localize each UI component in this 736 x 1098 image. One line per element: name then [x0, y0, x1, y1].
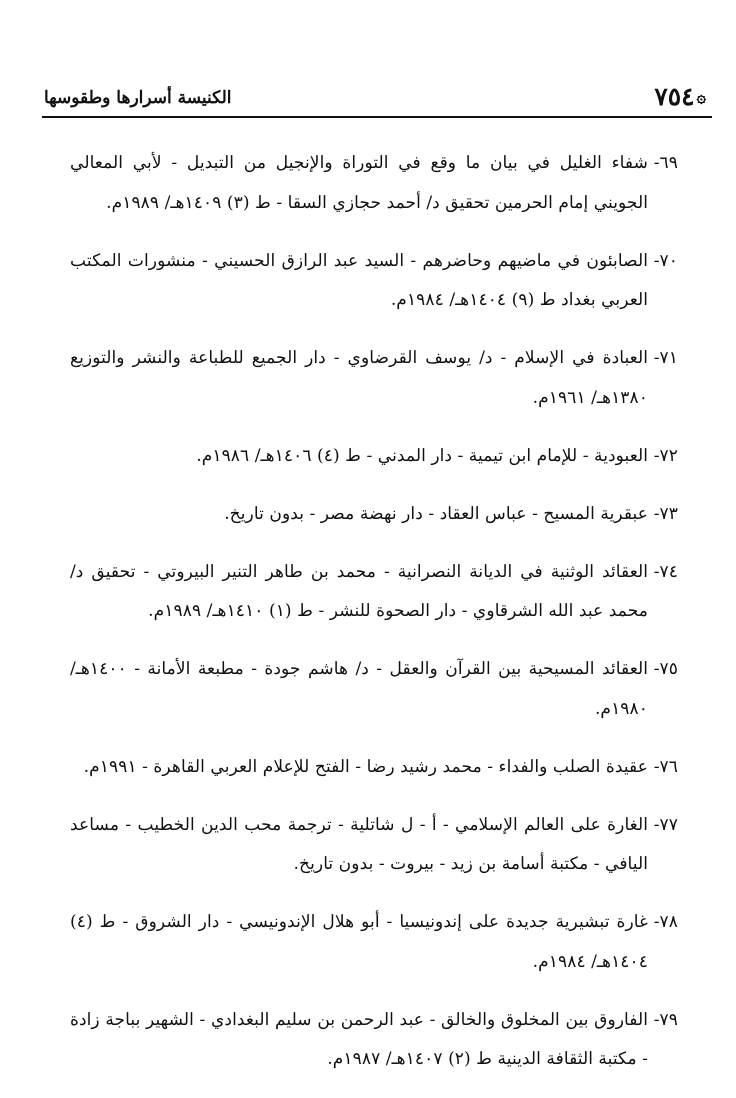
bibliography-entry — [70, 903, 678, 982]
entry-text: عقيدة الصلب والفداء - محمد رشيد رضا - الفتح للإعلام العربي القاهرة - ١٩٩١م. — [83, 756, 648, 777]
running-title: الكنيسة أسرارها وطقوسها — [44, 88, 232, 108]
entry-number: ٧٢- — [653, 445, 678, 466]
entry-text: الغارة على العالم الإسلامي - أ - ل شاتلية - ترجمة محب الدين الخطيب - مساعد اليافي - مكتبة أسامة بن زيد - بيروت - بدون تاريخ. — [70, 814, 648, 874]
entry-text: غارة تبشيرية جديدة على إندونيسيا - أبو هلال الإندونيسي - دار الشروق - ط (٤) ١٤٠٤هـ/ ١٩٨٤م. — [70, 912, 648, 972]
entry-number: ٧٦- — [653, 756, 678, 777]
bibliography-entry — [70, 437, 678, 477]
header-divider — [42, 116, 712, 118]
entry-text: عبقرية المسيح - عباس العقاد - دار نهضة مصر - بدون تاريخ. — [224, 503, 648, 524]
entry-text: الفاروق بين المخلوق والخالق - عبد الرحمن بن سليم البغدادي - الشهير بباجة زادة - مكتبة الثقافة الدينية ط (٢) ١٤٠٧هـ/ ١٩٨٧م. — [70, 1009, 648, 1069]
entry-number: ٧٣- — [653, 503, 678, 524]
entry-text: الصابئون في ماضيهم وحاضرهم - السيد عبد الرازق الحسيني - منشورات المكتب العربي بغداد ط (٩) ١٤٠٤هـ/ ١٩٨٤م. — [70, 250, 648, 310]
bibliography-entry — [70, 806, 678, 885]
entry-number: ٧٧- — [653, 814, 678, 835]
entry-number: ٧٠- — [653, 250, 678, 271]
bibliography-entry — [70, 339, 678, 418]
entry-number: ٧٤- — [653, 561, 678, 582]
entry-number: ٧١- — [653, 348, 678, 368]
bibliography-entry — [70, 495, 678, 535]
entry-number: ٦٩- — [653, 153, 678, 173]
page-number-value: ٧٥٤ — [654, 82, 695, 111]
entry-text: العقائد المسيحية بين القرآن والعقل - د/ هاشم جودة - مطبعة الأمانة - ١٤٠٠هـ/ ١٩٨٠م. — [70, 659, 648, 719]
bibliography-entry — [70, 144, 678, 223]
bibliography-entry — [70, 650, 678, 729]
bibliography-entry — [70, 1001, 678, 1080]
entry-text: شفاء الغليل في بيان ما وقع في التوراة والإنجيل من التبديل - لأبي المعالي الجويني إمام الحرمين تحقيق د/ أحمد حجازي السقا - ط (٣) ١٤٠٩هـ/ ١٩٨٩م. — [70, 153, 648, 213]
entry-text: العقائد الوثنية في الديانة النصرانية - محمد بن طاهر التنير البيروتي - تحقيق د/ محمد عبد الله الشرقاوي - دار الصحوة للنشر - ط (١) ١٤١٠هـ/ ١٩٨٩م. — [70, 561, 648, 621]
entry-number: ٧٥- — [653, 659, 678, 679]
page-header — [42, 80, 712, 118]
page-number — [654, 80, 706, 114]
ornament-icon: ۞ — [696, 87, 706, 106]
bibliography-entry — [70, 553, 678, 632]
entry-number: ٧٨- — [653, 912, 678, 932]
entry-text: العبادة في الإسلام - د/ يوسف القرضاوي - دار الجميع للطباعة والنشر والتوزيع ١٣٨٠هـ/ ١٩٦١م. — [70, 348, 648, 408]
entry-number: ٧٩- — [653, 1009, 678, 1030]
bibliography-entry — [70, 748, 678, 788]
bibliography-entry — [70, 242, 678, 321]
bibliography-list — [70, 144, 678, 1098]
entry-text: العبودية - للإمام ابن تيمية - دار المدني - ط (٤) ١٤٠٦هـ/ ١٩٨٦م. — [196, 445, 648, 466]
